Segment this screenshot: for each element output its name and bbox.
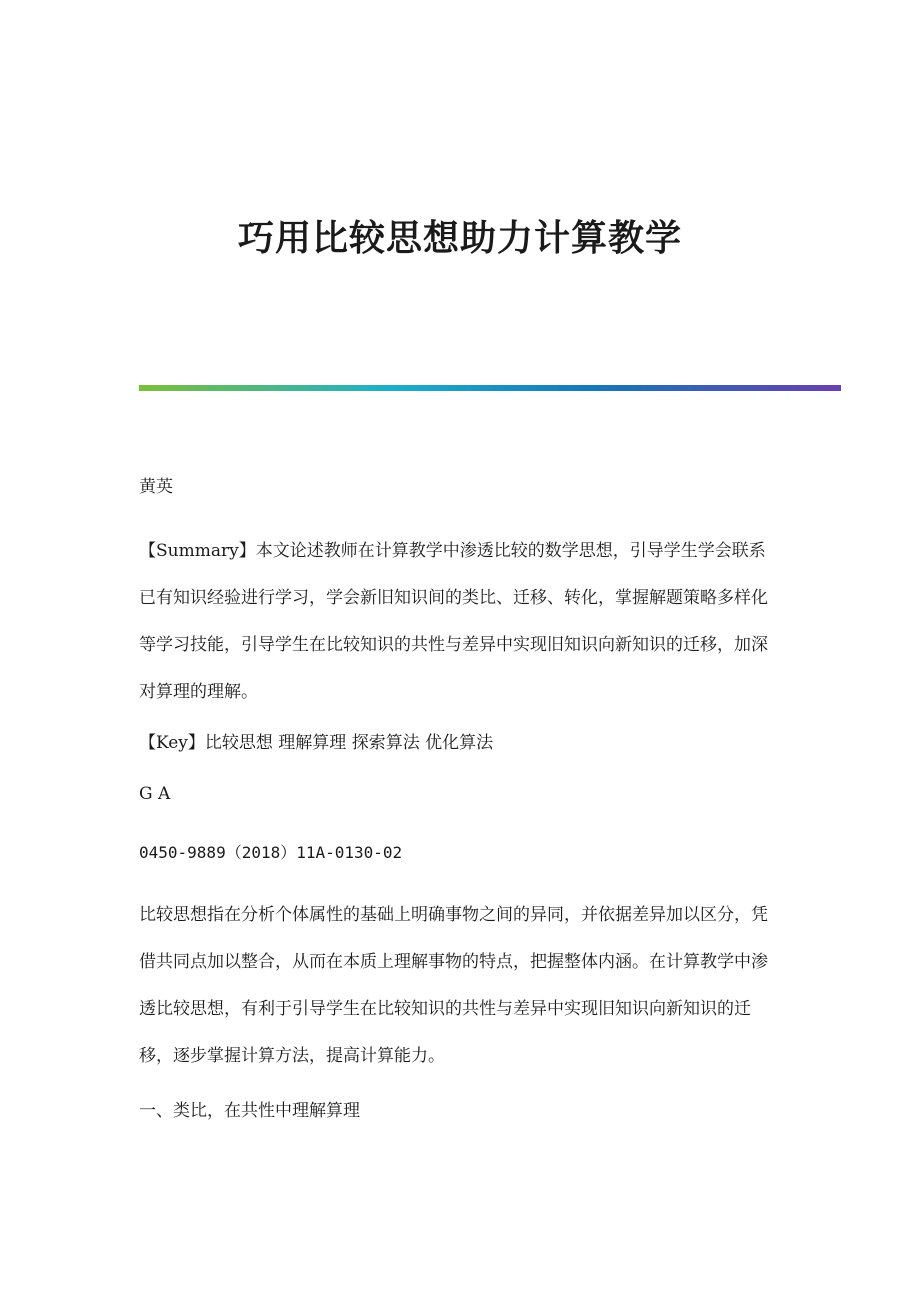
document-title: 巧用比较思想助力计算教学 bbox=[237, 217, 682, 259]
author-name: 黄英 bbox=[139, 477, 173, 497]
document-id: 0450-9889（2018）11A-0130-02 bbox=[139, 843, 403, 862]
section-heading: 一、类比，在共性中理解算理 bbox=[139, 1101, 360, 1121]
classification-code: G A bbox=[139, 784, 171, 804]
summary-paragraph: 【Summary】本文论述教师在计算教学中渗透比较的数学思想，引导学生学会联系已有知识经验进行学习，学会新旧知识间的类比、迁移、转化，掌握解题策略多样化等学习技能，引导学生在比较知识的共性与差异中实现旧知识向新知识的迁移，加深对算理的理解。 bbox=[139, 541, 768, 702]
keywords-line: 【Key】比较思想 理解算理 探索算法 优化算法 bbox=[139, 733, 494, 753]
body-paragraph: 比较思想指在分析个体属性的基础上明确事物之间的异同，并依据差异加以区分，凭借共同点加以整合，从而在本质上理解事物的特点，把握整体内涵。在计算教学中渗透比较思想，有利于引导学生在比较知识的共性与差异中实现旧知识向新知识的迁移，逐步掌握计算方法，提高计算能力。 bbox=[139, 905, 768, 1066]
title-divider bbox=[139, 385, 841, 391]
